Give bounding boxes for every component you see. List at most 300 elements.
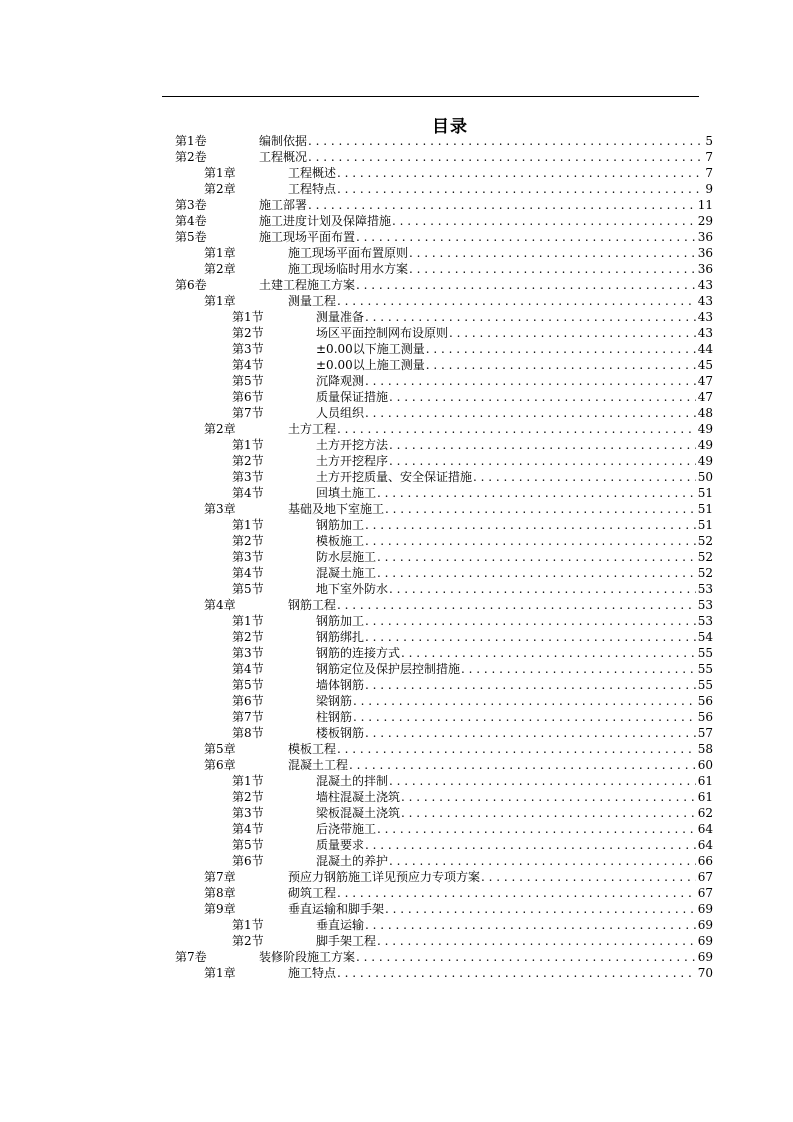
toc-entry-number: 第1章 — [204, 246, 236, 260]
toc-entry-number: 第2节 — [232, 454, 264, 468]
dot-leader — [308, 149, 703, 165]
toc-entry-label: 土方开挖方法 — [316, 438, 389, 452]
toc-entry-page: 9 — [705, 182, 713, 196]
toc-entry-body — [316, 661, 713, 677]
dot-leader — [426, 357, 696, 373]
toc-entry-page: 53 — [697, 614, 713, 628]
dot-leader — [337, 597, 696, 613]
toc-entry-page: 61 — [697, 790, 713, 804]
toc-entry-body — [316, 533, 713, 549]
toc-entry-body — [316, 469, 713, 485]
toc-entry[interactable] — [175, 549, 713, 565]
toc-entry-page: 69 — [697, 950, 713, 964]
toc-entry-page: 47 — [697, 390, 713, 404]
toc-list — [175, 133, 713, 981]
toc-entry[interactable] — [175, 645, 713, 661]
toc-entry-page: 53 — [697, 598, 713, 612]
toc-entry-number: 第1节 — [232, 438, 264, 452]
toc-entry-page: 51 — [697, 502, 713, 516]
toc-entry-page: 43 — [697, 310, 713, 324]
toc-entry-page: 56 — [697, 710, 713, 724]
toc-entry-number: 第6节 — [232, 694, 264, 708]
toc-entry-page: 55 — [697, 662, 713, 676]
toc-entry-number: 第3卷 — [175, 198, 207, 212]
dot-leader — [392, 213, 696, 229]
dot-leader — [337, 165, 703, 181]
toc-entry-page: 44 — [697, 342, 713, 356]
toc-entry[interactable] — [175, 309, 713, 325]
toc-entry-body — [288, 757, 713, 773]
toc-entry-number: 第3节 — [232, 646, 264, 660]
toc-entry-page: 11 — [697, 198, 713, 212]
toc-entry-page: 67 — [697, 870, 713, 884]
toc-entry-body — [316, 853, 713, 869]
toc-entry-number: 第3节 — [232, 470, 264, 484]
toc-entry-page: 62 — [697, 806, 713, 820]
toc-entry[interactable] — [175, 133, 713, 149]
toc-entry-label: 模板施工 — [316, 534, 365, 548]
dot-leader — [377, 549, 696, 565]
toc-entry-number: 第3章 — [204, 502, 236, 516]
toc-entry-label: 工程特点 — [288, 182, 337, 196]
dot-leader — [389, 389, 696, 405]
toc-entry-page: 53 — [697, 582, 713, 596]
toc-entry-number: 第1节 — [232, 518, 264, 532]
toc-entry-number: 第5卷 — [175, 230, 207, 244]
toc-entry[interactable] — [175, 373, 713, 389]
toc-entry-number: 第2节 — [232, 630, 264, 644]
toc-title: 目录 — [432, 117, 468, 137]
toc-entry-label: 施工现场临时用水方案 — [288, 262, 409, 276]
toc-entry-body — [316, 485, 713, 501]
toc-entry[interactable] — [175, 773, 713, 789]
toc-entry-page: 64 — [697, 822, 713, 836]
toc-entry[interactable] — [175, 325, 713, 341]
toc-entry-label: 混凝土的拌制 — [316, 774, 389, 788]
dot-leader — [356, 229, 696, 245]
dot-leader — [365, 533, 696, 549]
toc-entry-label: 装修阶段施工方案 — [259, 950, 356, 964]
toc-entry-page: 47 — [697, 374, 713, 388]
toc-entry-page: 60 — [697, 758, 713, 772]
dot-leader — [449, 325, 696, 341]
toc-entry[interactable] — [175, 789, 713, 805]
dot-leader — [401, 805, 696, 821]
dot-leader — [365, 677, 696, 693]
toc-entry[interactable] — [175, 757, 713, 773]
toc-entry-number: 第5章 — [204, 742, 236, 756]
toc-entry-label: 钢筋加工 — [316, 614, 365, 628]
toc-entry[interactable] — [175, 437, 713, 453]
toc-entry[interactable] — [175, 901, 713, 917]
dot-leader — [353, 709, 696, 725]
toc-entry[interactable] — [175, 581, 713, 597]
toc-entry-page: 58 — [697, 742, 713, 756]
toc-entry-page: 52 — [697, 534, 713, 548]
toc-entry[interactable] — [175, 629, 713, 645]
toc-entry-number: 第4章 — [204, 598, 236, 612]
toc-entry-number: 第2章 — [204, 182, 236, 196]
toc-entry-body — [316, 581, 713, 597]
toc-entry-page: 51 — [697, 518, 713, 532]
toc-entry[interactable] — [175, 501, 713, 517]
toc-entry-number: 第1章 — [204, 166, 236, 180]
dot-leader — [389, 453, 696, 469]
toc-entry-body — [316, 645, 713, 661]
dot-leader — [365, 373, 696, 389]
dot-leader — [337, 885, 696, 901]
toc-entry-number: 第2卷 — [175, 150, 207, 164]
toc-entry-number: 第1节 — [232, 614, 264, 628]
dot-leader — [365, 917, 696, 933]
toc-entry-number: 第4卷 — [175, 214, 207, 228]
toc-entry-body — [316, 677, 713, 693]
toc-entry-label: 施工特点 — [288, 966, 337, 980]
toc-entry-label: 垂直运输和脚手架 — [288, 902, 385, 916]
toc-entry[interactable] — [175, 741, 713, 757]
toc-entry-label: 预应力钢筋施工详见预应力专项方案 — [288, 870, 481, 884]
toc-entry-page: 50 — [697, 470, 713, 484]
toc-entry-label: 施工进度计划及保障措施 — [259, 214, 392, 228]
dot-leader — [389, 853, 696, 869]
dot-leader — [337, 741, 696, 757]
dot-leader — [389, 581, 696, 597]
dot-leader — [356, 949, 696, 965]
dot-leader — [389, 773, 696, 789]
toc-entry-number: 第7节 — [232, 710, 264, 724]
dot-leader — [308, 197, 696, 213]
toc-entry-body — [316, 725, 713, 741]
dot-leader — [377, 821, 696, 837]
toc-entry-label: 混凝土工程 — [288, 758, 349, 772]
toc-entry-number: 第1节 — [232, 310, 264, 324]
toc-entry-number: 第6卷 — [175, 278, 207, 292]
toc-entry-body — [316, 437, 713, 453]
toc-entry-number: 第3节 — [232, 806, 264, 820]
dot-leader — [365, 517, 696, 533]
toc-entry-body — [259, 213, 713, 229]
toc-entry[interactable] — [175, 197, 713, 213]
toc-entry-body — [316, 821, 713, 837]
toc-entry-body — [259, 949, 713, 965]
toc-entry[interactable] — [175, 677, 713, 693]
dot-leader — [385, 501, 696, 517]
toc-entry-page: 55 — [697, 646, 713, 660]
toc-entry-page: 70 — [697, 966, 713, 980]
toc-entry-number: 第5节 — [232, 838, 264, 852]
toc-entry-page: 66 — [697, 854, 713, 868]
dot-leader — [461, 661, 696, 677]
toc-entry[interactable] — [175, 933, 713, 949]
toc-entry-page: 69 — [697, 918, 713, 932]
toc-entry-page: 56 — [697, 694, 713, 708]
toc-entry-page: 43 — [697, 294, 713, 308]
toc-entry-label: 楼板钢筋 — [316, 726, 365, 740]
toc-entry[interactable] — [175, 213, 713, 229]
toc-entry[interactable] — [175, 485, 713, 501]
toc-entry[interactable] — [175, 565, 713, 581]
toc-entry-page: 48 — [697, 406, 713, 420]
toc-entry-label: 土方开挖质量、安全保证措施 — [316, 470, 473, 484]
toc-entry-body — [316, 549, 713, 565]
toc-entry-body — [316, 837, 713, 853]
toc-entry-body — [316, 693, 713, 709]
toc-entry-page: 52 — [697, 550, 713, 564]
toc-entry-page: 36 — [697, 262, 713, 276]
toc-entry-body — [288, 501, 713, 517]
toc-entry[interactable] — [175, 597, 713, 613]
toc-entry-number: 第7卷 — [175, 950, 207, 964]
toc-entry-body — [288, 901, 713, 917]
toc-entry-number: 第6节 — [232, 390, 264, 404]
dot-leader — [377, 485, 696, 501]
toc-entry-number: 第5节 — [232, 374, 264, 388]
toc-entry-label: ±0.00以下施工测量 — [316, 342, 425, 356]
toc-entry[interactable] — [175, 341, 713, 357]
toc-entry-page: 7 — [705, 166, 713, 180]
toc-entry-body — [259, 133, 713, 149]
toc-entry-page: 57 — [697, 726, 713, 740]
toc-entry-page: 67 — [697, 886, 713, 900]
toc-entry-page: 55 — [697, 678, 713, 692]
toc-entry-body — [259, 149, 713, 165]
toc-entry-number: 第2章 — [204, 422, 236, 436]
toc-entry[interactable] — [175, 181, 713, 197]
toc-entry-label: 混凝土的养护 — [316, 854, 389, 868]
toc-entry[interactable] — [175, 165, 713, 181]
toc-entry-label: 钢筋定位及保护层控制措施 — [316, 662, 461, 676]
toc-entry-body — [288, 965, 713, 981]
toc-entry-label: 测量工程 — [288, 294, 337, 308]
header-rule — [162, 96, 699, 97]
toc-entry-body — [259, 277, 713, 293]
toc-entry-body — [259, 197, 713, 213]
toc-entry-body — [288, 597, 713, 613]
toc-entry[interactable] — [175, 357, 713, 373]
toc-entry-body — [316, 613, 713, 629]
toc-entry-number: 第6节 — [232, 854, 264, 868]
toc-entry[interactable] — [175, 261, 713, 277]
toc-entry-label: 人员组织 — [316, 406, 365, 420]
toc-entry-label: 柱钢筋 — [316, 710, 353, 724]
dot-leader — [349, 757, 696, 773]
toc-entry-number: 第2节 — [232, 534, 264, 548]
dot-leader — [365, 613, 696, 629]
toc-entry[interactable] — [175, 277, 713, 293]
toc-entry[interactable] — [175, 885, 713, 901]
dot-leader — [337, 421, 696, 437]
toc-entry[interactable] — [175, 421, 713, 437]
toc-entry-label: 混凝土施工 — [316, 566, 377, 580]
toc-entry-body — [316, 309, 713, 325]
toc-entry-label: 施工部署 — [259, 198, 308, 212]
toc-entry-label: 沉降观测 — [316, 374, 365, 388]
toc-entry[interactable] — [175, 853, 713, 869]
toc-entry-number: 第3节 — [232, 342, 264, 356]
toc-entry-number: 第4节 — [232, 486, 264, 500]
toc-entry-body — [316, 357, 713, 373]
toc-entry-label: 梁钢筋 — [316, 694, 353, 708]
toc-entry-body — [288, 165, 713, 181]
toc-entry-label: ±0.00以上施工测量 — [316, 358, 425, 372]
toc-entry-number: 第1章 — [204, 294, 236, 308]
toc-entry-label: 钢筋绑扎 — [316, 630, 365, 644]
toc-entry-page: 52 — [697, 566, 713, 580]
dot-leader — [401, 789, 696, 805]
toc-entry-page: 45 — [697, 358, 713, 372]
toc-entry-page: 64 — [697, 838, 713, 852]
toc-entry-label: 防水层施工 — [316, 550, 377, 564]
toc-entry[interactable] — [175, 917, 713, 933]
toc-entry-page: 49 — [697, 422, 713, 436]
dot-leader — [365, 837, 696, 853]
dot-leader — [377, 565, 696, 581]
toc-entry-label: 土建工程施工方案 — [259, 278, 356, 292]
toc-entry-label: 测量准备 — [316, 310, 365, 324]
toc-entry[interactable] — [175, 821, 713, 837]
toc-entry-number: 第2节 — [232, 934, 264, 948]
toc-entry-body — [316, 389, 713, 405]
dot-leader — [337, 965, 696, 981]
toc-entry[interactable] — [175, 293, 713, 309]
toc-entry-number: 第4节 — [232, 358, 264, 372]
toc-entry-label: 垂直运输 — [316, 918, 365, 932]
toc-entry[interactable] — [175, 693, 713, 709]
toc-entry-body — [316, 517, 713, 533]
toc-entry[interactable] — [175, 453, 713, 469]
toc-entry-number: 第4节 — [232, 662, 264, 676]
toc-entry-body — [316, 565, 713, 581]
toc-entry[interactable] — [175, 389, 713, 405]
toc-entry-body — [316, 373, 713, 389]
dot-leader — [385, 901, 696, 917]
dot-leader — [337, 181, 703, 197]
toc-entry[interactable] — [175, 661, 713, 677]
toc-entry-number: 第5节 — [232, 678, 264, 692]
toc-entry-label: 钢筋的连接方式 — [316, 646, 401, 660]
toc-entry[interactable] — [175, 229, 713, 245]
toc-entry-body — [288, 261, 713, 277]
toc-entry-label: 场区平面控制网布设原则 — [316, 326, 449, 340]
toc-entry-label: 钢筋工程 — [288, 598, 337, 612]
dot-leader — [426, 341, 696, 357]
toc-entry[interactable] — [175, 805, 713, 821]
toc-entry-label: 地下室外防水 — [316, 582, 389, 596]
toc-entry-body — [316, 341, 713, 357]
dot-leader — [409, 245, 696, 261]
toc-entry-page: 29 — [697, 214, 713, 228]
toc-entry-page: 49 — [697, 454, 713, 468]
toc-entry-body — [316, 805, 713, 821]
toc-entry-body — [316, 773, 713, 789]
toc-entry-body — [316, 709, 713, 725]
toc-entry-page: 51 — [697, 486, 713, 500]
toc-entry-label: 脚手架工程 — [316, 934, 377, 948]
toc-entry-body — [288, 885, 713, 901]
toc-entry[interactable] — [175, 405, 713, 421]
toc-entry-number: 第3节 — [232, 550, 264, 564]
toc-entry[interactable] — [175, 613, 713, 629]
toc-entry-page: 5 — [705, 134, 713, 148]
toc-entry-body — [316, 405, 713, 421]
toc-entry-label: 基础及地下室施工 — [288, 502, 385, 516]
toc-entry[interactable] — [175, 469, 713, 485]
toc-entry[interactable] — [175, 517, 713, 533]
toc-entry-number: 第6章 — [204, 758, 236, 772]
toc-entry-number: 第2节 — [232, 326, 264, 340]
toc-entry-number: 第7章 — [204, 870, 236, 884]
dot-leader — [481, 869, 696, 885]
toc-entry-page: 43 — [697, 278, 713, 292]
toc-entry-page: 7 — [705, 150, 713, 164]
toc-entry-page: 69 — [697, 934, 713, 948]
toc-entry-page: 43 — [697, 326, 713, 340]
toc-entry-body — [316, 933, 713, 949]
toc-entry-label: 质量保证措施 — [316, 390, 389, 404]
toc-entry[interactable] — [175, 533, 713, 549]
toc-entry[interactable] — [175, 869, 713, 885]
toc-entry[interactable] — [175, 837, 713, 853]
toc-entry-page: 36 — [697, 246, 713, 260]
toc-entry[interactable] — [175, 949, 713, 965]
toc-entry-number: 第9章 — [204, 902, 236, 916]
toc-entry-label: 回填土施工 — [316, 486, 377, 500]
toc-entry-label: 工程概述 — [288, 166, 337, 180]
toc-entry[interactable] — [175, 149, 713, 165]
toc-entry-label: 钢筋加工 — [316, 518, 365, 532]
toc-entry[interactable] — [175, 725, 713, 741]
toc-entry-body — [288, 245, 713, 261]
toc-entry-page: 69 — [697, 902, 713, 916]
dot-leader — [389, 437, 696, 453]
toc-entry-number: 第7节 — [232, 406, 264, 420]
toc-entry-label: 土方工程 — [288, 422, 337, 436]
toc-entry-page: 36 — [697, 230, 713, 244]
toc-entry-body — [288, 293, 713, 309]
dot-leader — [365, 725, 696, 741]
toc-entry-number: 第1卷 — [175, 134, 207, 148]
toc-entry[interactable] — [175, 709, 713, 725]
dot-leader — [356, 277, 696, 293]
toc-entry-body — [288, 869, 713, 885]
dot-leader — [365, 405, 696, 421]
dot-leader — [353, 693, 696, 709]
toc-entry-label: 墙体钢筋 — [316, 678, 365, 692]
toc-entry-body — [316, 917, 713, 933]
toc-entry-number: 第4节 — [232, 822, 264, 836]
toc-entry-page: 54 — [697, 630, 713, 644]
toc-entry-label: 质量要求 — [316, 838, 365, 852]
toc-entry[interactable] — [175, 965, 713, 981]
toc-entry-label: 工程概况 — [259, 150, 308, 164]
toc-entry-number: 第2节 — [232, 790, 264, 804]
toc-entry-number: 第5节 — [232, 582, 264, 596]
dot-leader — [365, 309, 696, 325]
toc-entry-body — [316, 629, 713, 645]
toc-entry-label: 梁板混凝土浇筑 — [316, 806, 401, 820]
toc-entry-number: 第8节 — [232, 726, 264, 740]
toc-entry-page: 49 — [697, 438, 713, 452]
toc-entry-number: 第2章 — [204, 262, 236, 276]
toc-entry-body — [288, 181, 713, 197]
toc-entry-body — [288, 421, 713, 437]
dot-leader — [337, 293, 696, 309]
dot-leader — [365, 629, 696, 645]
toc-entry-body — [316, 453, 713, 469]
toc-entry-body — [288, 741, 713, 757]
toc-entry[interactable] — [175, 245, 713, 261]
toc-entry-number: 第1节 — [232, 774, 264, 788]
